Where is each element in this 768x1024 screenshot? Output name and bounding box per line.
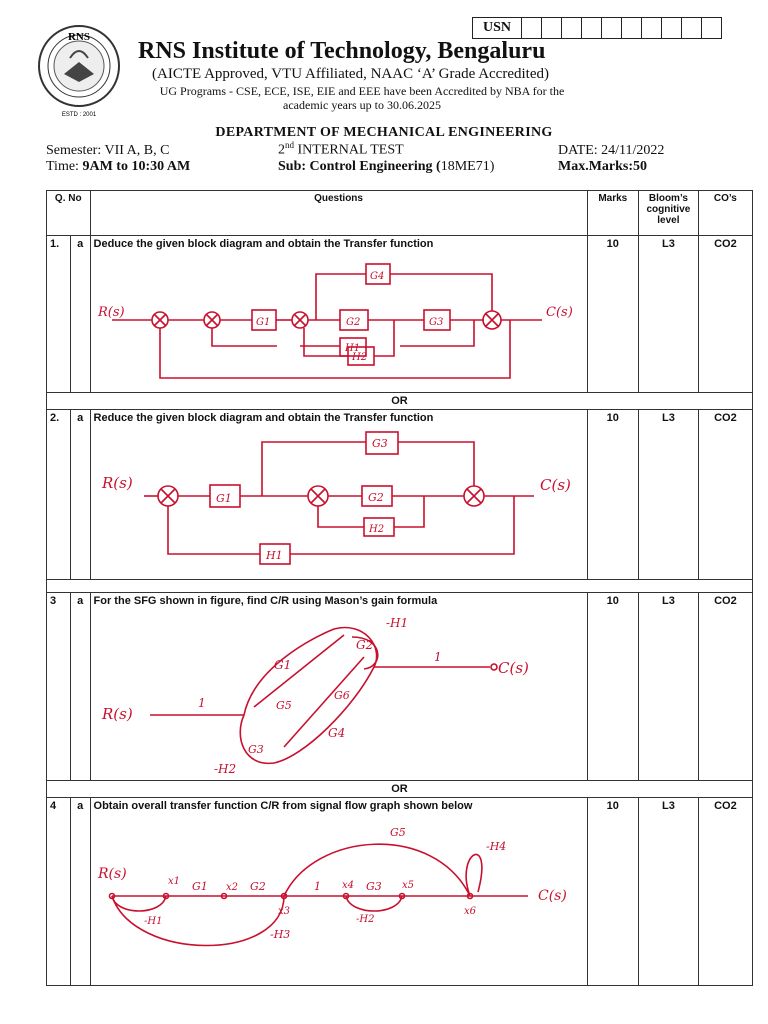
question-sub: a — [70, 410, 90, 580]
d4-x2: x2 — [225, 882, 238, 893]
d4-x5: x5 — [401, 880, 414, 891]
header-marks: Marks — [587, 191, 639, 236]
max-marks: Max.Marks:50 — [558, 159, 648, 174]
or-label: OR — [47, 393, 753, 410]
question-text: Deduce the given block diagram and obtain the Transfer function — [93, 238, 434, 250]
course-outcome: CO2 — [698, 593, 752, 781]
time: Time: 9AM to 10:30 AM — [46, 159, 191, 174]
question-number: 1. — [47, 236, 71, 393]
subject: Sub: Control Engineering (18ME71) — [278, 159, 495, 174]
test-title: 2nd INTERNAL TEST — [278, 140, 404, 158]
blooms-level: L3 — [639, 410, 699, 580]
logo-text: RNS — [67, 31, 91, 43]
institute-name: RNS Institute of Technology, Bengaluru — [138, 38, 546, 64]
table-row — [47, 236, 753, 393]
d1-g4: G4 — [369, 271, 384, 282]
question-table — [46, 190, 753, 986]
d4-g2: G2 — [249, 880, 266, 893]
department-title: DEPARTMENT OF MECHANICAL ENGINEERING — [215, 125, 553, 140]
question-sub: a — [70, 798, 90, 986]
d3-mh1: -H1 — [385, 616, 408, 630]
d1-g2: G2 — [345, 317, 360, 328]
accreditation-line: (AICTE Approved, VTU Affiliated, NAAC ‘A’ Grade Accredited) — [152, 66, 549, 82]
d3-g4: G4 — [327, 726, 345, 740]
marks: 10 — [587, 593, 639, 781]
table-row — [47, 410, 753, 580]
question-sub: a — [70, 236, 90, 393]
table-row — [47, 798, 753, 986]
d4-x4: x4 — [341, 880, 354, 891]
d3-g1: G1 — [273, 658, 291, 672]
header-qno: Q. No — [47, 191, 91, 236]
test-date: DATE: 24/11/2022 — [558, 143, 665, 158]
d2-g3: G3 — [371, 437, 388, 450]
header-cos: CO’s — [698, 191, 752, 236]
usn-label: USN — [473, 18, 522, 38]
d2-input: R(s) — [101, 474, 133, 492]
d4-one: 1 — [313, 880, 321, 893]
question-sub: a — [70, 593, 90, 781]
table-row — [47, 593, 753, 781]
d4-mh1: -H1 — [143, 916, 162, 927]
d4-output: C(s) — [537, 888, 567, 904]
d1-output: C(s) — [545, 305, 573, 320]
d4-g5: G5 — [389, 826, 406, 839]
course-outcome: CO2 — [698, 798, 752, 986]
course-outcome: CO2 — [698, 410, 752, 580]
d2-h1: H1 — [265, 549, 283, 562]
d4-x3: x3 — [277, 906, 290, 917]
block-diagram-1 — [94, 250, 584, 386]
d3-mh2: -H2 — [213, 762, 236, 776]
d4-g1: G1 — [191, 880, 208, 893]
d1-g1: G1 — [255, 317, 270, 328]
d4-x6: x6 — [463, 906, 476, 917]
signal-flow-graph-4 — [94, 812, 584, 982]
d4-mh2: -H2 — [355, 914, 374, 925]
d1-h1: H1 — [344, 343, 360, 354]
table-header — [47, 191, 753, 236]
d3-g3: G3 — [247, 743, 264, 756]
blooms-level: L3 — [639, 593, 699, 781]
d4-g3: G3 — [365, 880, 382, 893]
blooms-level: L3 — [639, 236, 699, 393]
d1-g3: G3 — [428, 317, 443, 328]
usn-box — [472, 17, 722, 39]
ug-programs: UG Programs - CSE, ECE, ISE, EIE and EEE have been Accredited by NBA for the academic years up to 30.06.2025 — [159, 84, 565, 112]
question-number: 2. — [47, 410, 71, 580]
d4-mh3: -H3 — [269, 928, 290, 941]
d2-g2: G2 — [367, 491, 384, 504]
d2-output: C(s) — [539, 476, 571, 494]
marks: 10 — [587, 410, 639, 580]
or-label: OR — [47, 781, 753, 798]
header-questions: Questions — [90, 191, 587, 236]
semester: Semester: VII A, B, C — [46, 143, 170, 158]
header-blooms: Bloom’s cognitive level — [639, 191, 699, 236]
marks: 10 — [587, 798, 639, 986]
d3-input: R(s) — [101, 705, 133, 723]
d2-g1: G1 — [215, 492, 232, 505]
logo-estd: ESTD : 2001 — [61, 112, 97, 118]
d2-h2: H2 — [368, 524, 384, 535]
d3-g2: G2 — [355, 638, 373, 652]
question-text: Obtain overall transfer function C/R from signal flow graph shown below — [93, 800, 473, 812]
d4-input: R(s) — [97, 866, 127, 882]
d1-h2: H2 — [351, 352, 367, 363]
d3-g5: G5 — [275, 699, 292, 712]
course-outcome: CO2 — [698, 236, 752, 393]
question-text: For the SFG shown in figure, find C/R using Mason’s gain formula — [93, 595, 438, 607]
question-number: 3 — [47, 593, 71, 781]
marks: 10 — [587, 236, 639, 393]
block-diagram-2 — [94, 424, 584, 576]
d3-one-a: 1 — [197, 696, 206, 710]
signal-flow-graph-3 — [94, 607, 584, 777]
d1-input: R(s) — [97, 305, 125, 320]
question-text: Reduce the given block diagram and obtain the Transfer function — [93, 412, 434, 424]
institute-logo — [34, 22, 124, 118]
d4-x1: x1 — [167, 876, 180, 887]
d3-output: C(s) — [497, 659, 529, 677]
blooms-level: L3 — [639, 798, 699, 986]
question-number: 4 — [47, 798, 71, 986]
d4-mh4: -H4 — [485, 840, 506, 853]
d3-one-b: 1 — [433, 650, 442, 664]
d3-g6: G6 — [333, 689, 350, 702]
